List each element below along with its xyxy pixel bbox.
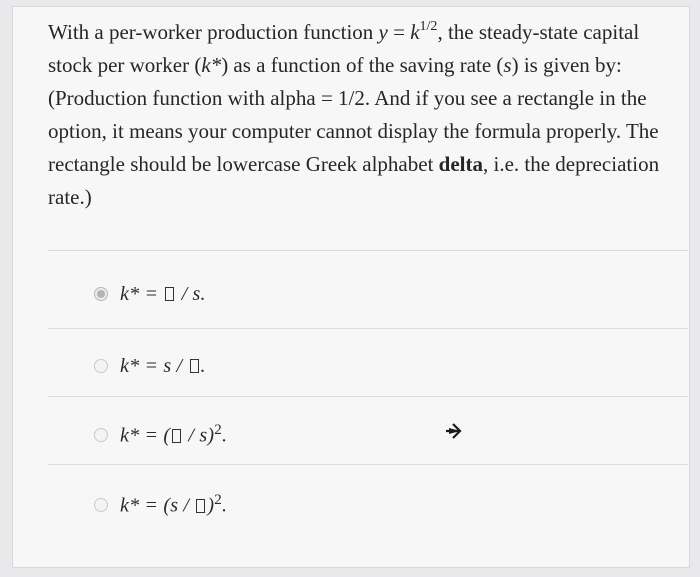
delta-placeholder-icon [196, 499, 205, 513]
radio-selected-icon[interactable] [94, 287, 108, 301]
radio-icon[interactable] [94, 359, 108, 373]
mouse-pointer-icon [444, 422, 462, 440]
separator [48, 328, 688, 329]
radio-icon[interactable] [94, 428, 108, 442]
answer-option-1[interactable] [94, 279, 206, 309]
delta-placeholder-icon [190, 359, 199, 373]
separator [48, 464, 688, 465]
option-1-formula: k* = / s. [120, 282, 206, 305]
answer-option-4[interactable] [94, 490, 227, 520]
separator [48, 250, 688, 251]
separator [48, 396, 688, 397]
option-3-formula: k* = ( / s)$^2$. [120, 422, 228, 447]
answer-option-3[interactable] [94, 420, 227, 450]
question-text: With a per-worker production function $y = k^{1/2}$, the steady-state capital stock per worker (k*) as a function of the saving rate (s) is given by: (Production function with alpha = 1/2. And if you see a rectangle in the option, it means your computer cannot display the formula properly. The rectangle should be lowercase Greek alphabet delta, i.e. the depreciation rate.) [48, 19, 660, 209]
radio-icon[interactable] [94, 498, 108, 512]
answer-option-2[interactable] [94, 351, 206, 381]
option-4-formula: k* = (s / )$^2$. [120, 492, 228, 517]
delta-placeholder-icon [172, 429, 181, 443]
delta-placeholder-icon [165, 287, 174, 301]
option-2-formula: k* = s / . [120, 354, 206, 377]
